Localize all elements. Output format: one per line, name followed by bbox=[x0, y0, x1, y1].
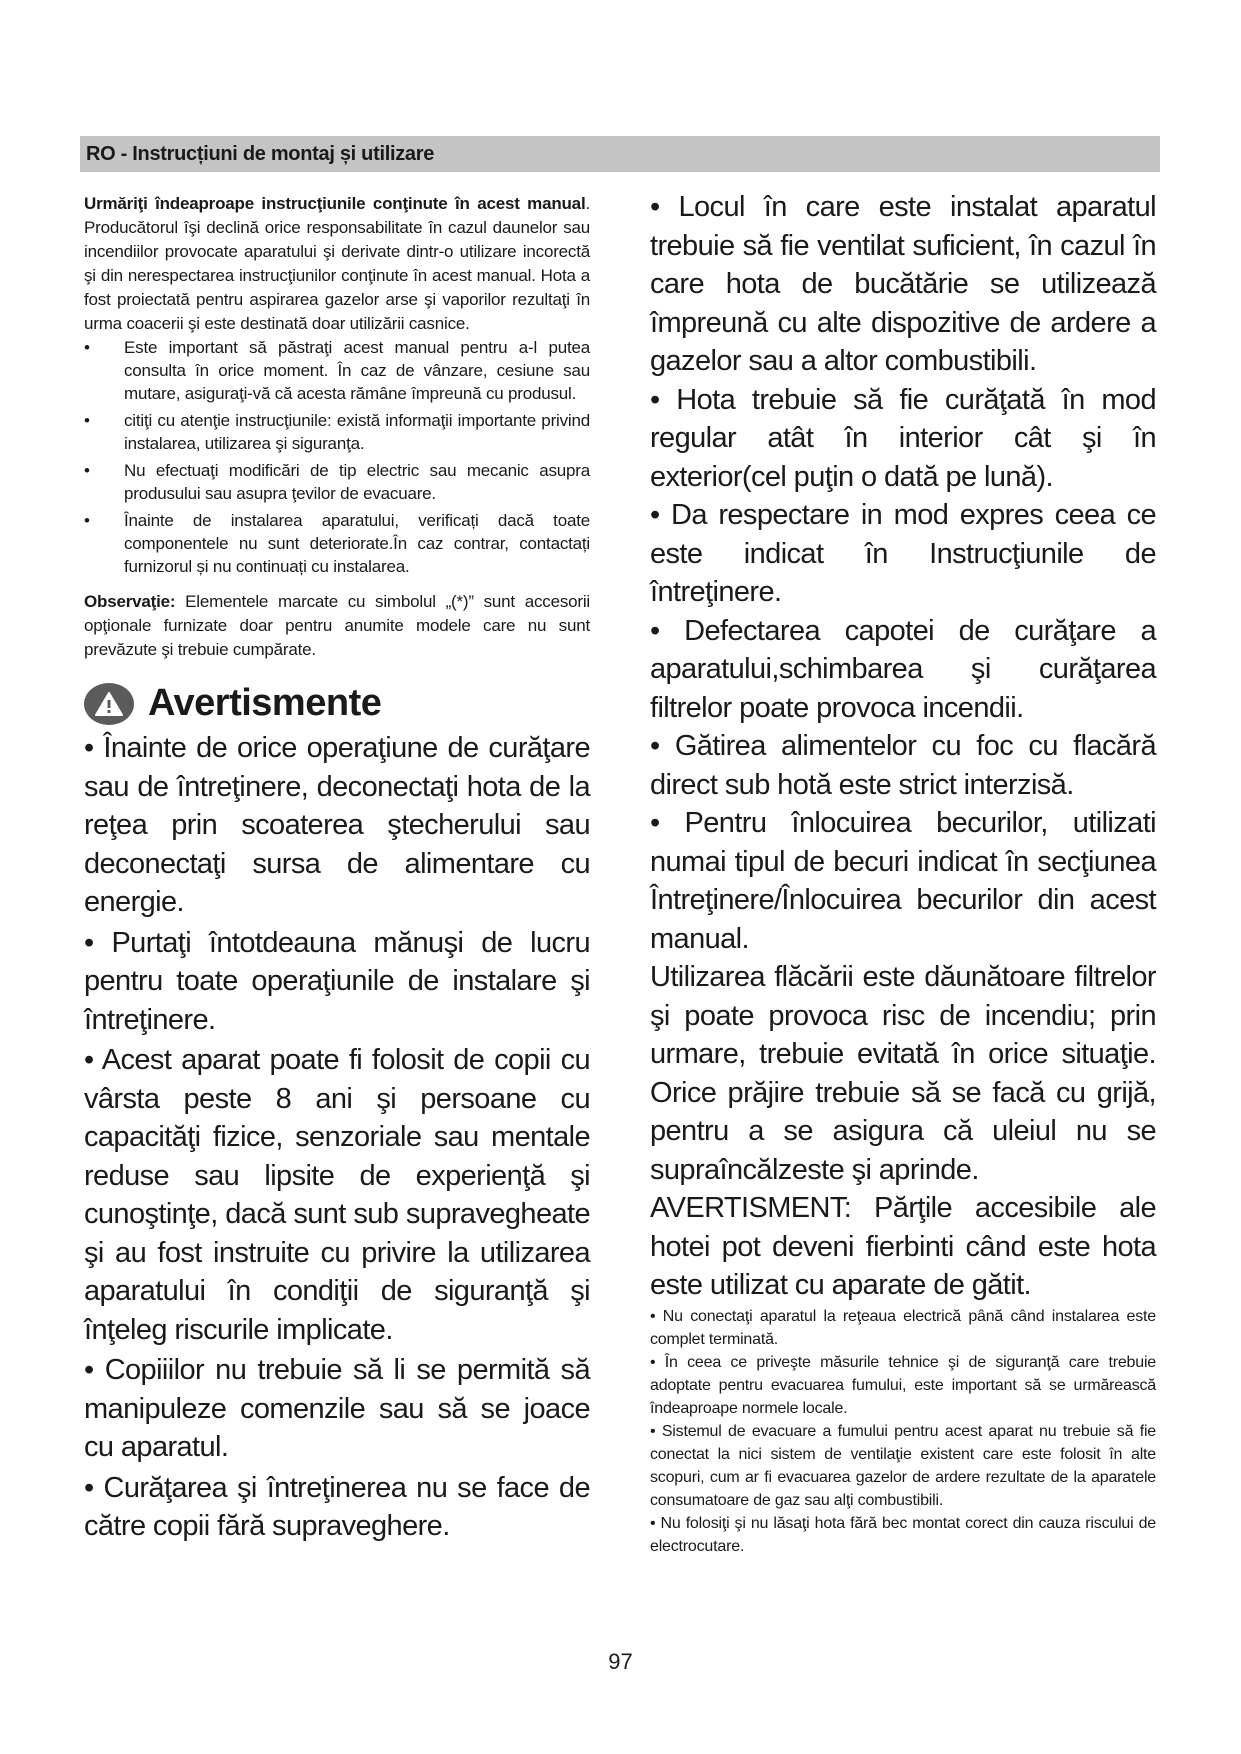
note-paragraph bbox=[84, 590, 590, 662]
warning-item: • Pentru înlocuirea becurilor, utilizati numai tipul de becuri indicat în secţiunea Întreţinere/Înlocuirea becurilor din acest manual. bbox=[650, 807, 1156, 955]
warnings-title: Avertismente bbox=[148, 682, 382, 724]
warning-triangle-icon bbox=[84, 683, 134, 725]
list-item: • Nu efectuaţi modificări de tip electric sau mecanic asupra produsului sau asupra ţevilor de evacuare. bbox=[84, 461, 590, 503]
bullet-mark: • bbox=[84, 338, 90, 357]
warning-item: • Înainte de orice operaţiune de curăţare sau de întreţinere, deconectaţi hota de la reţea prin scoaterea ştecherului sau deconectaţi sursa de alimentare cu energie. bbox=[84, 732, 590, 918]
small-warning-item: • Nu conectaţi aparatul la reţeaua electrică până când instalarea este complet terminată. bbox=[650, 1307, 1156, 1348]
right-column bbox=[650, 188, 1156, 1558]
small-warning-item: • Sistemul de evacuare a fumului pentru acest aparat nu trebuie să fie conectat la nici sistem de ventilaţie existent care este folosit în alte scopuri, cum ar fi evacuarea gazelor de ardere rezultate de la aparatele consumatoare de gaz sau alţi combustibili. bbox=[650, 1422, 1156, 1509]
warning-item: Utilizarea flăcării este dăunătoare filtrelor şi poate provoca risc de incendiu; prin urmare, trebuie evitată în orice situaţie. Orice prăjire trebuie să se facă cu grijă, pentru a se asigura că uleiul nu se supraîncălzeste şi aprinde. bbox=[650, 961, 1156, 1186]
warning-item: • Defectarea capotei de curăţare a aparatului,schimbarea şi curăţarea filtrelor poate provoca incendii. bbox=[650, 614, 1156, 724]
warning-item: • Da respectare in mod expres ceea ce este indicat în Instrucţiunile de întreţinere. bbox=[650, 499, 1156, 608]
warning-item: • Curăţarea şi întreţinerea nu se face de către copii fără supraveghere. bbox=[84, 1471, 590, 1542]
note-text: Elementele marcate cu simbolul „(*)” sunt accesorii opţionale furnizate doar pentru anumite modele care nu sunt prevăzute şi trebuie cumpărate. bbox=[84, 592, 590, 659]
small-warning-item: • În ceea ce priveşte măsurile tehnice şi de siguranţă care trebuie adoptate pentru evacuarea fumului, este important să se urmărească îndeaproape normele locale. bbox=[650, 1353, 1156, 1417]
intro-bullet-list bbox=[84, 336, 590, 578]
page-number: 97 bbox=[608, 1649, 633, 1674]
intro-paragraph bbox=[84, 192, 590, 336]
warning-item: • Hota trebuie să fie curăţată în mod regular atât în interior cât şi în exterior(cel puţin o dată pe lună). bbox=[650, 383, 1156, 493]
warning-item: • Acest aparat poate fi folosit de copii cu vârsta peste 8 ani şi persoane cu capacităţi fizice, senzoriale sau mentale reduse sau lipsite de experienţă şi cunoştinţe, dacă sunt sub supravegheate şi au fost instruite cu privire la utilizarea aparatului în condiţii de siguranţă şi înţeleg riscurile implicate. bbox=[84, 1044, 590, 1346]
bullet-mark: • bbox=[84, 511, 90, 530]
warning-item: • Purtaţi întotdeauna mănuşi de lucru pentru toate operaţiunile de instalare şi întreţinere. bbox=[84, 926, 590, 1036]
note-label: Observaţie: bbox=[84, 592, 176, 611]
small-warning-item: • Nu folosiţi şi nu lăsaţi hota fără bec montat corect din cauza riscului de electrocutare. bbox=[650, 1514, 1156, 1555]
list-item: • Înainte de instalarea aparatului, verificați dacă toate componentele nu sunt deteriorate.În caz contrar, contactați furnizorul și nu continuați cu instalarea. bbox=[84, 511, 590, 576]
warning-item: • Locul în care este instalat aparatul trebuie să fie ventilat suficient, în cazul în care hota de bucătărie se utilizează împreună cu alte dispozitive de ardere a gazelor sau a altor combustibili. bbox=[650, 191, 1156, 377]
list-item: • Este important să păstraţi acest manual pentru a-l putea consulta în orice moment. În caz de vânzare, cesiune sau mutare, asiguraţi-vă că acesta rămâne împreună cu produsul. bbox=[84, 338, 590, 403]
bullet-mark: • bbox=[84, 411, 90, 430]
warning-item: • Gătirea alimentelor cu foc cu flacără direct sub hotă este strict interzisă. bbox=[650, 730, 1156, 801]
warning-item: • Copiiilor nu trebuie să li se permită să manipuleze comenzile sau să se joace cu aparatul. bbox=[84, 1354, 590, 1463]
intro-text: . Producătorul îşi declină orice responsabilitate în cazul daunelor sau incendiilor provocate aparatului şi derivate dintr-o utilizare incorectă şi din nerespectarea instrucţiunilor conţinute în acest manual. Hota a fost proiectată pentru aspirarea gazelor arse şi vaporilor rezultaţi în urma coacerii şi este destinată doar utilizării casnice. bbox=[84, 194, 590, 333]
list-item: • citiţi cu atenţie instrucţiunile: există informaţii importante privind instalarea, utilizarea şi siguranţa. bbox=[84, 411, 590, 453]
intro-bold: Urmăriţi îndeaproape instrucţiunile conţinute în acest manual bbox=[84, 194, 586, 213]
left-column bbox=[84, 192, 590, 1546]
section-title: RO - Instrucțiuni de montaj și utilizare bbox=[86, 143, 435, 165]
warnings-heading bbox=[84, 682, 590, 725]
warning-item: AVERTISMENT: Părţile accesibile ale hotei pot deveni fierbinti când este hota este utilizat cu aparate de gătit. bbox=[650, 1192, 1156, 1301]
bullet-mark: • bbox=[84, 461, 90, 480]
